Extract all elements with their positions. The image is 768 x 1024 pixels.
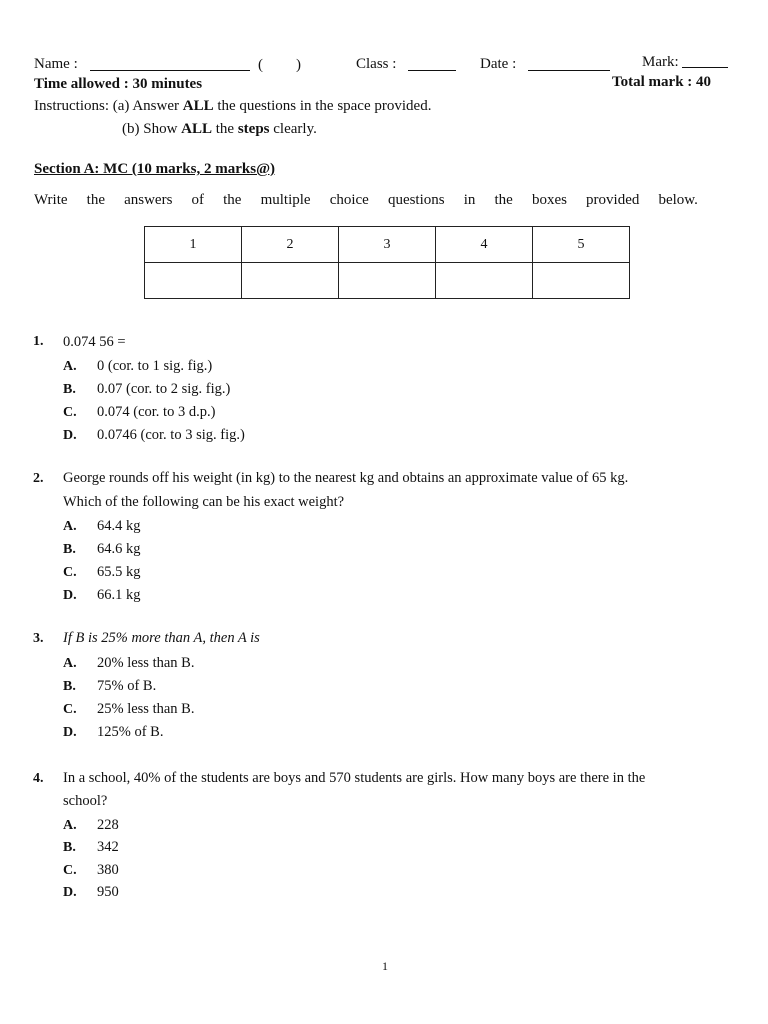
- question-number: 1.: [33, 334, 44, 349]
- option-text: 64.6 kg: [97, 541, 141, 557]
- time-allowed: Time allowed : 30 minutes: [34, 76, 203, 92]
- answer-box-4[interactable]: [436, 263, 533, 299]
- answer-box-5[interactable]: [533, 263, 630, 299]
- instruction-word: choice: [329, 192, 369, 208]
- question-text: If B is 25% more than A, then A is: [63, 630, 260, 646]
- answer-grid-answer-row: [145, 263, 630, 299]
- answer-grid-header: 1: [145, 227, 242, 263]
- option-letter: A.: [63, 818, 77, 833]
- class-field[interactable]: [408, 58, 456, 76]
- mark-field[interactable]: [682, 55, 728, 73]
- option-4b[interactable]: [63, 838, 119, 856]
- instructions-label: Instructions:: [34, 98, 109, 114]
- option-letter: C.: [63, 863, 77, 878]
- instruction-word: answers: [124, 192, 173, 208]
- option-text: 950: [97, 884, 119, 900]
- answer-grid-header: 2: [242, 227, 339, 263]
- option-letter: A.: [63, 519, 77, 534]
- option-letter: A.: [63, 359, 77, 374]
- class-number-paren-open: (: [258, 57, 263, 73]
- question-text: 0.074 56 =: [63, 334, 126, 350]
- option-text: 0.074 (cor. to 3 d.p.): [97, 404, 216, 420]
- question-number: 3.: [33, 631, 44, 646]
- option-letter: C.: [63, 565, 77, 580]
- mark-label: Mark:: [642, 54, 679, 70]
- option-letter: B.: [63, 382, 76, 397]
- option-3a[interactable]: [63, 654, 194, 672]
- class-label: Class :: [356, 56, 397, 72]
- option-text: 125% of B.: [97, 724, 164, 740]
- option-1d[interactable]: [63, 426, 245, 444]
- date-label: Date :: [480, 56, 517, 72]
- question-text: school?: [63, 793, 108, 809]
- option-text: 75% of B.: [97, 678, 157, 694]
- question-text: George rounds off his weight (in kg) to the nearest kg and obtains an approximate value of 65 kg.: [63, 470, 629, 486]
- instruction-word: boxes: [531, 192, 567, 208]
- option-letter: B.: [63, 840, 76, 855]
- option-letter: B.: [63, 542, 76, 557]
- instruction-b: [122, 121, 317, 138]
- date-field[interactable]: [528, 58, 610, 76]
- option-text: 25% less than B.: [97, 701, 195, 717]
- instruction-a-suffix: the questions in the space provided.: [213, 98, 432, 114]
- option-3c[interactable]: [63, 700, 194, 718]
- answer-box-3[interactable]: [339, 263, 436, 299]
- instruction-b-bold: ALL: [181, 121, 213, 137]
- option-text: 0.07 (cor. to 2 sig. fig.): [97, 381, 231, 397]
- answer-grid-header-row: [145, 227, 630, 263]
- option-letter: D.: [63, 885, 77, 900]
- option-3d[interactable]: [63, 723, 163, 741]
- question-number: 4.: [33, 771, 44, 786]
- section-a-instruction: [34, 192, 698, 209]
- option-2d[interactable]: [63, 586, 141, 604]
- instruction-word: the: [223, 192, 242, 208]
- instruction-b-bold2: steps: [237, 121, 270, 137]
- answer-box-1[interactable]: [145, 263, 242, 299]
- option-1b[interactable]: [63, 380, 230, 398]
- option-letter: B.: [63, 679, 76, 694]
- class-number-paren-close: ): [296, 57, 301, 73]
- option-letter: C.: [63, 405, 77, 420]
- option-text: 342: [97, 839, 119, 855]
- section-a-title: Section A: MC (10 marks, 2 marks@): [34, 161, 276, 177]
- answer-grid-header: 3: [339, 227, 436, 263]
- instruction-word: Write: [34, 192, 68, 208]
- option-text: 228: [97, 817, 119, 833]
- option-1a[interactable]: [63, 357, 212, 375]
- instruction-word: the: [86, 192, 105, 208]
- instruction-word: of: [191, 192, 205, 208]
- answer-grid-header: 4: [436, 227, 533, 263]
- option-2c[interactable]: [63, 563, 141, 581]
- option-letter: C.: [63, 702, 77, 717]
- option-text: 66.1 kg: [97, 587, 141, 603]
- instruction-word: questions: [387, 192, 445, 208]
- question-text: Which of the following can be his exact weight?: [63, 494, 345, 510]
- instruction-b-prefix: (b) Show: [122, 121, 182, 137]
- answer-grid-header: 5: [533, 227, 630, 263]
- option-2a[interactable]: [63, 517, 141, 535]
- instruction-word: the: [494, 192, 513, 208]
- option-text: 0.0746 (cor. to 3 sig. fig.): [97, 427, 245, 443]
- instruction-word: below.: [658, 192, 698, 208]
- total-mark: Total mark : 40: [612, 74, 712, 90]
- option-text: 380: [97, 862, 119, 878]
- instruction-word: provided: [586, 192, 640, 208]
- instruction-a: [34, 98, 431, 115]
- instruction-word: in: [463, 192, 476, 208]
- option-letter: D.: [63, 725, 77, 740]
- option-letter: A.: [63, 656, 77, 671]
- option-4d[interactable]: [63, 883, 119, 901]
- option-text: 64.4 kg: [97, 518, 141, 534]
- option-letter: D.: [63, 428, 77, 443]
- instruction-a-prefix: (a) Answer: [112, 98, 183, 114]
- instruction-word: multiple: [260, 192, 311, 208]
- option-1c[interactable]: [63, 403, 215, 421]
- page-number: 1: [382, 959, 388, 973]
- instruction-a-bold: ALL: [182, 98, 214, 114]
- question-number: 2.: [33, 471, 44, 486]
- option-3b[interactable]: [63, 677, 156, 695]
- option-2b[interactable]: [63, 540, 141, 558]
- option-4a[interactable]: [63, 816, 119, 834]
- question-text: In a school, 40% of the students are boys and 570 students are girls. How many boys are there in the: [63, 770, 646, 786]
- option-4c[interactable]: [63, 861, 119, 879]
- instruction-b-suffix: clearly.: [269, 121, 317, 137]
- answer-box-2[interactable]: [242, 263, 339, 299]
- instruction-b-mid: the: [212, 121, 238, 137]
- option-letter: D.: [63, 588, 77, 603]
- name-field[interactable]: [90, 58, 250, 76]
- name-label: Name :: [34, 56, 78, 72]
- option-text: 20% less than B.: [97, 655, 195, 671]
- option-text: 0 (cor. to 1 sig. fig.): [97, 358, 213, 374]
- option-text: 65.5 kg: [97, 564, 141, 580]
- answer-grid: [144, 226, 630, 299]
